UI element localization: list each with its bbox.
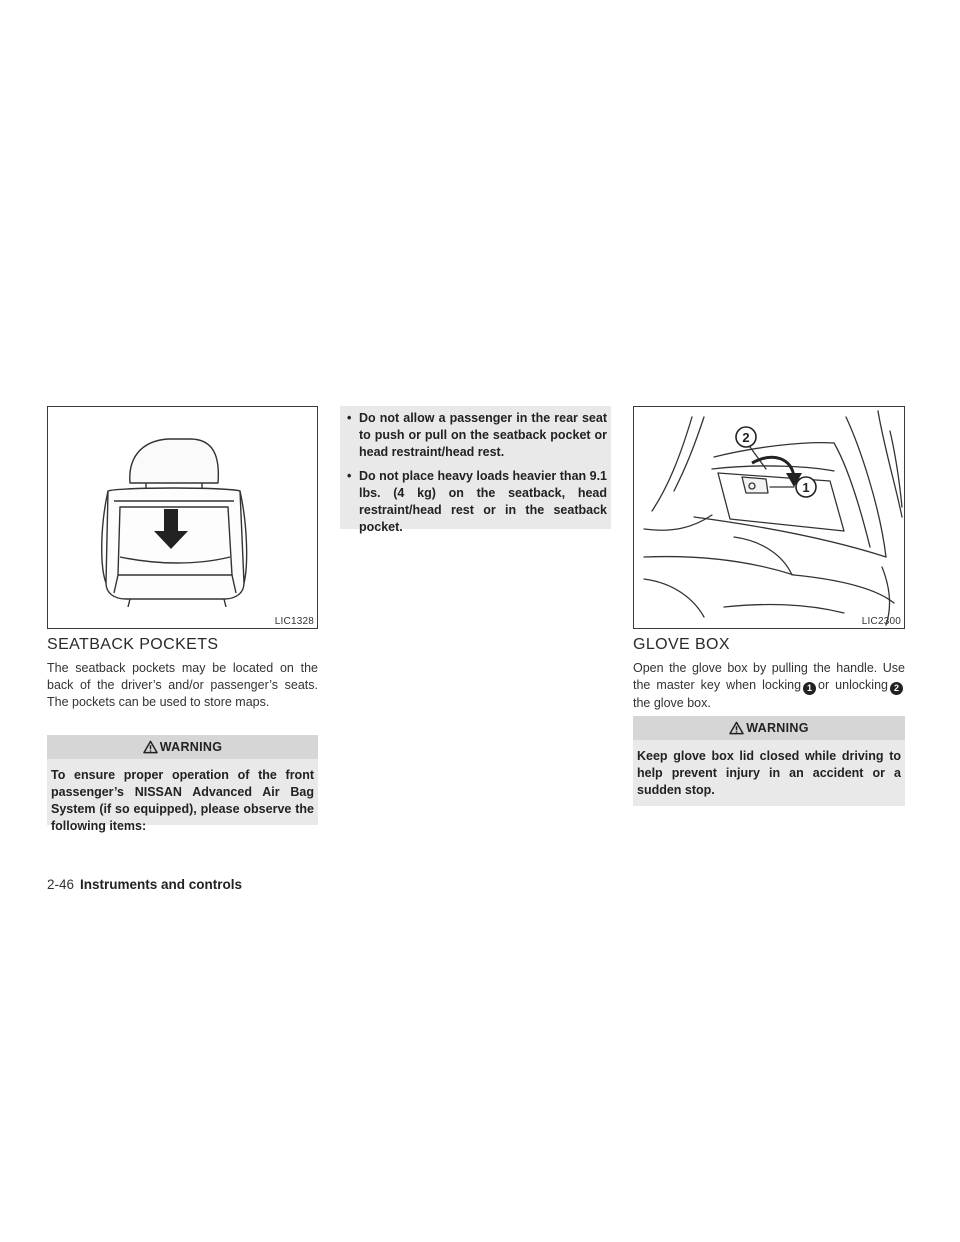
callout-2-badge: 2 bbox=[890, 682, 903, 695]
callout-1-badge: 1 bbox=[803, 682, 816, 695]
seatback-paragraph: The seatback pockets may be located on the back of the driver’s and/or passenger’s seats. The pockets can be used to store maps. bbox=[47, 661, 318, 709]
glove-box-text-1: Open the glove box by pulling the handle. Use the master key when locking bbox=[633, 661, 905, 692]
page-footer bbox=[47, 877, 242, 892]
footer-section-title: Instruments and controls bbox=[80, 877, 243, 892]
seatback-figure bbox=[47, 406, 318, 629]
warning-body-continued bbox=[340, 406, 611, 534]
glove-box-text-2: or unlocking bbox=[818, 678, 888, 692]
warning-body-glove-box: Keep glove box lid closed while driving to help prevent injury in an accident or a sudden stop. bbox=[633, 740, 905, 806]
warning-triangle-icon bbox=[143, 740, 158, 754]
warning-bullet-list bbox=[344, 410, 607, 536]
warning-title: WARNING bbox=[159, 740, 223, 754]
figure-code: LIC1328 bbox=[274, 616, 314, 627]
warning-triangle-icon bbox=[729, 721, 744, 735]
seatback-illustration bbox=[48, 407, 318, 629]
warning-bullet-item: • Do not allow a passenger in the rear seat to push or pull on the seatback pocket or head restraint/head rest. bbox=[344, 410, 607, 461]
glove-box-figure bbox=[633, 406, 905, 629]
figure-code: LIC2300 bbox=[861, 616, 901, 627]
callout-2-label: 2 bbox=[742, 430, 750, 445]
section-heading-seatback-pockets: SEATBACK POCKETS bbox=[47, 636, 219, 653]
glove-box-illustration bbox=[634, 407, 905, 629]
warning-header-glove-box bbox=[633, 716, 905, 740]
callout-1-label: 1 bbox=[802, 480, 810, 495]
glove-box-text-3: the glove box. bbox=[633, 696, 711, 710]
section-heading-glove-box: GLOVE BOX bbox=[633, 636, 730, 653]
warning-body-seatback: To ensure proper operation of the front passenger’s NISSAN Advanced Air Bag System (if so equipped), please observe the following items: bbox=[47, 759, 318, 825]
callout-2 bbox=[736, 427, 756, 447]
warning-bullet-item: • Do not place heavy loads heavier than 9.1 lbs. (4 kg) on the seatback, head restraint/head rest or in the seatback pocket. bbox=[344, 468, 607, 536]
page-number: 2-46 bbox=[47, 877, 75, 892]
warning-title: WARNING bbox=[746, 721, 809, 735]
callout-1 bbox=[796, 477, 816, 497]
warning-header-seatback bbox=[47, 735, 318, 759]
glove-box-paragraph bbox=[633, 660, 905, 712]
